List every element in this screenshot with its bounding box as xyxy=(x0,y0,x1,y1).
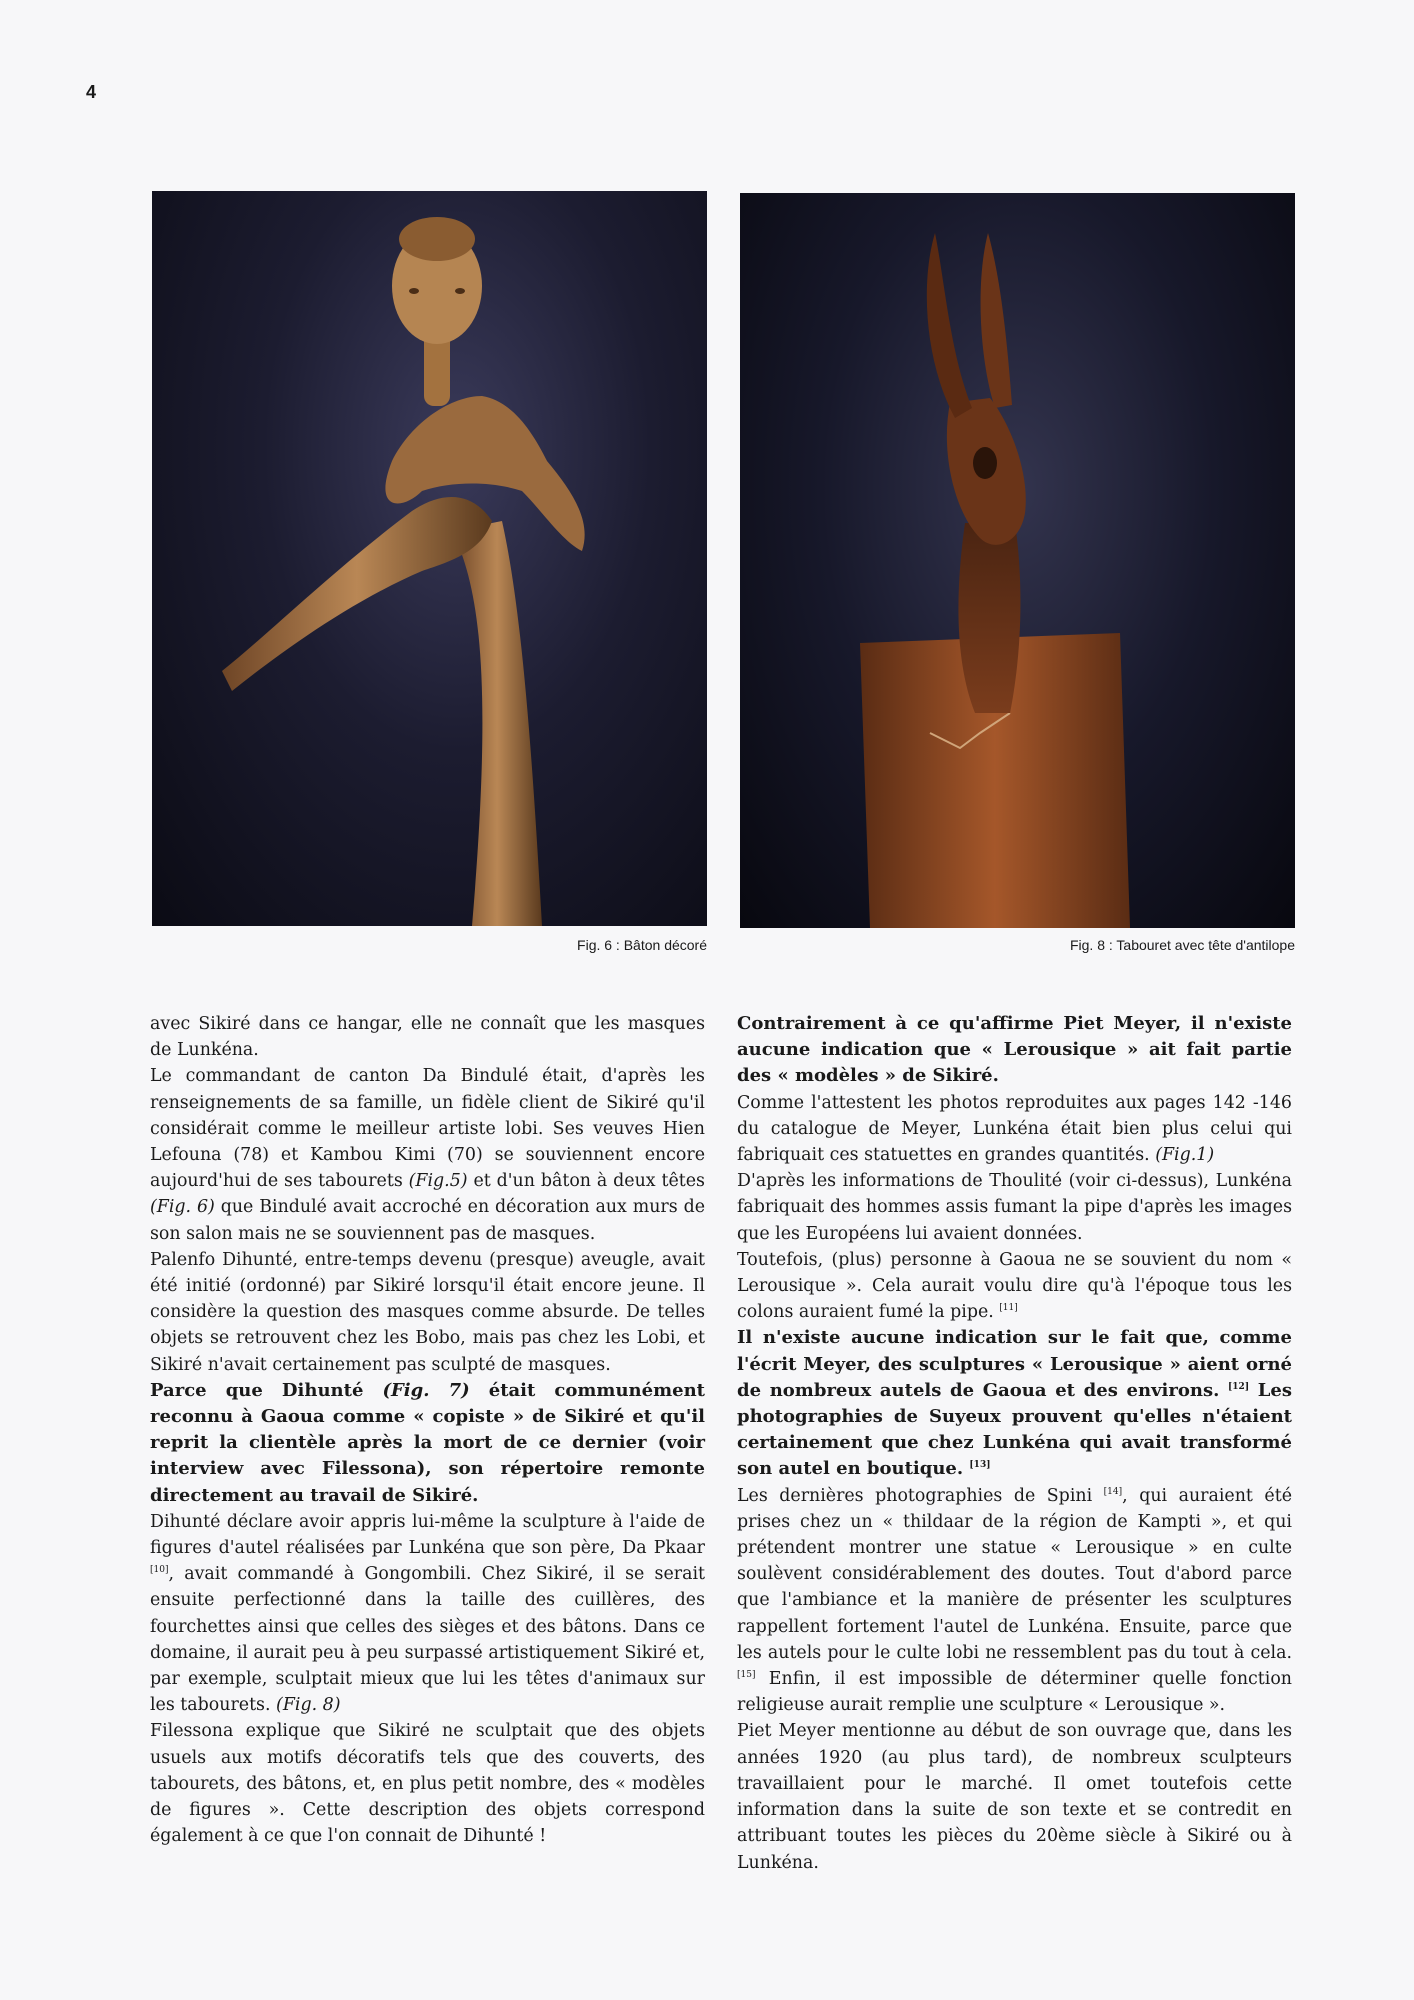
page-number: 4 xyxy=(86,82,97,102)
figure-8-photo xyxy=(740,193,1295,928)
paragraph: Piet Meyer mentionne au début de son ouvrage que, dans les années 1920 (au plus tard), de nombreux sculpteurs travaillaient pour le marché. Il omet toutefois cette information dans la suite de son texte et se contredit en attribuant toutes les pièces du 20ème siècle à Sikiré ou à Lunkéna. xyxy=(737,1721,1292,1873)
figure-reference: (Fig.5) xyxy=(408,1171,468,1192)
figure-6-caption: Fig. 6 : Bâton décoré xyxy=(577,937,707,953)
right-text-column xyxy=(737,1011,1292,1876)
paragraph: D'après les informations de Thoulité (voir ci-dessus), Lunkéna fabriquait des hommes assis fumant la pipe d'après les images que les Européens lui avaient données. xyxy=(737,1171,1292,1244)
bold-paragraph: Il n'existe aucune indication sur le fait que, comme l'écrit Meyer, des sculptures « Lerousique » aient orné de nombreux autels de Gaoua et des environs. [12] Les photographies de Suyeux prouvent qu'elles n'étaient certainement que chez Lunkéna qui avait transformé son autel en boutique. [13] xyxy=(737,1327,1293,1480)
figure-6-photo xyxy=(152,191,707,926)
bold-paragraph: Parce que Dihunté (Fig. 7) était communément reconnu à Gaoua comme « copiste » de Sikiré et qu'il reprit la clientèle après la mort de ce dernier (voir interview avec Filessona), son répertoire remonte directement au travail de Sikiré. xyxy=(150,1379,706,1506)
figure-reference: (Fig. 8) xyxy=(276,1695,341,1716)
paragraph: Les dernières photographies de Spini [14], qui auraient été prises chez un « thildaar de la région de Kampti », et qui prétendent montrer une statue « Lerousique » en culte soulèvent considérablement des doutes. Tout d'abord parce que l'ambiance et la manière de présenter les sculptures rappellent fortement l'autel de Lunkéna. Ensuite, parce que les autels pour le culte lobi ne ressemblent pas du tout à cela. [15] Enfin, il est impossible de déterminer quelle fonction religieuse aurait remplie une sculpture « Lerousique ». xyxy=(737,1485,1292,1716)
figure-reference: (Fig.1) xyxy=(1155,1145,1215,1166)
footnote-marker: [14] xyxy=(1103,1486,1123,1497)
paragraph: Toutefois, (plus) personne à Gaoua ne se souvient du nom « Lerousique ». Cela aurait voulu dire qu'à l'époque tous les colons auraient fumé la pipe. [11] xyxy=(737,1249,1292,1323)
footnote-marker: [11] xyxy=(999,1303,1018,1314)
figure-reference: (Fig. 6) xyxy=(150,1197,215,1218)
bold-paragraph: Contrairement à ce qu'affirme Piet Meyer, il n'existe aucune indication que « Lerousique » ait fait partie des « modèles » de Sikiré. xyxy=(737,1013,1292,1087)
paragraph: Comme l'attestent les photos reproduites aux pages 142 -146 du catalogue de Meyer, Lunkéna était bien plus celui qui fabriquait ces statuettes en grandes quantités. (Fig.1) xyxy=(737,1092,1292,1166)
paragraph: avec Sikiré dans ce hangar, elle ne connaît que les masques de Lunkéna. xyxy=(150,1014,705,1061)
figure-8-caption: Fig. 8 : Tabouret avec tête d'antilope xyxy=(1069,937,1295,953)
footnote-marker: [15] xyxy=(737,1670,756,1681)
paragraph: Filessona explique que Sikiré ne sculptait que des objets usuels aux motifs décoratifs tels que des couverts, des tabourets, des bâtons, et, en plus petit nombre, des « modèles de figures ». Cette description des objets correspond également à ce que l'on connait de Dihunté ! xyxy=(150,1721,705,1847)
paragraph: Le commandant de canton Da Bindulé était, d'après les renseignements de sa famille, un fidèle client de Sikiré qu'il considérait comme le meilleur artiste lobi. Ses veuves Hien Lefouna (78) et Kambou Kimi (70) se souviennent encore aujourd'hui de ses tabourets (Fig.5) et d'un bâton à deux têtes (Fig. 6) que Bindulé avait accroché en décoration aux murs de son salon mais ne se souviennent pas de masques. xyxy=(150,1066,705,1244)
footnote-marker: [10] xyxy=(150,1565,169,1576)
footnote-marker: [12] xyxy=(1228,1381,1250,1392)
footnote-marker: [13] xyxy=(969,1460,991,1471)
figure-reference: (Fig. 7) xyxy=(382,1379,470,1401)
paragraph: Dihunté déclare avoir appris lui-même la sculpture à l'aide de figures d'autel réalisées par Lunkéna que son père, Da Pkaar [10], avait commandé à Gongombili. Chez Sikiré, il se serait ensuite perfectionné dans la taille des cuillères, des fourchettes ainsi que celles des sièges et des bâtons. Dans ce domaine, il aurait peu à peu surpassé artistiquement Sikiré et, par exemple, sculptait mieux que lui les têtes d'animaux sur les tabourets. (Fig. 8) xyxy=(150,1511,705,1716)
left-text-column xyxy=(150,1011,705,1850)
paragraph: Palenfo Dihunté, entre-temps devenu (presque) aveugle, avait été initié (ordonné) par Sikiré lorsqu'il était encore jeune. Il considère la question des masques comme absurde. De telles objets se retrouvent chez les Bobo, mais pas chez les Lobi, et Sikiré n'avait certainement pas sculpté de masques. xyxy=(150,1249,705,1375)
